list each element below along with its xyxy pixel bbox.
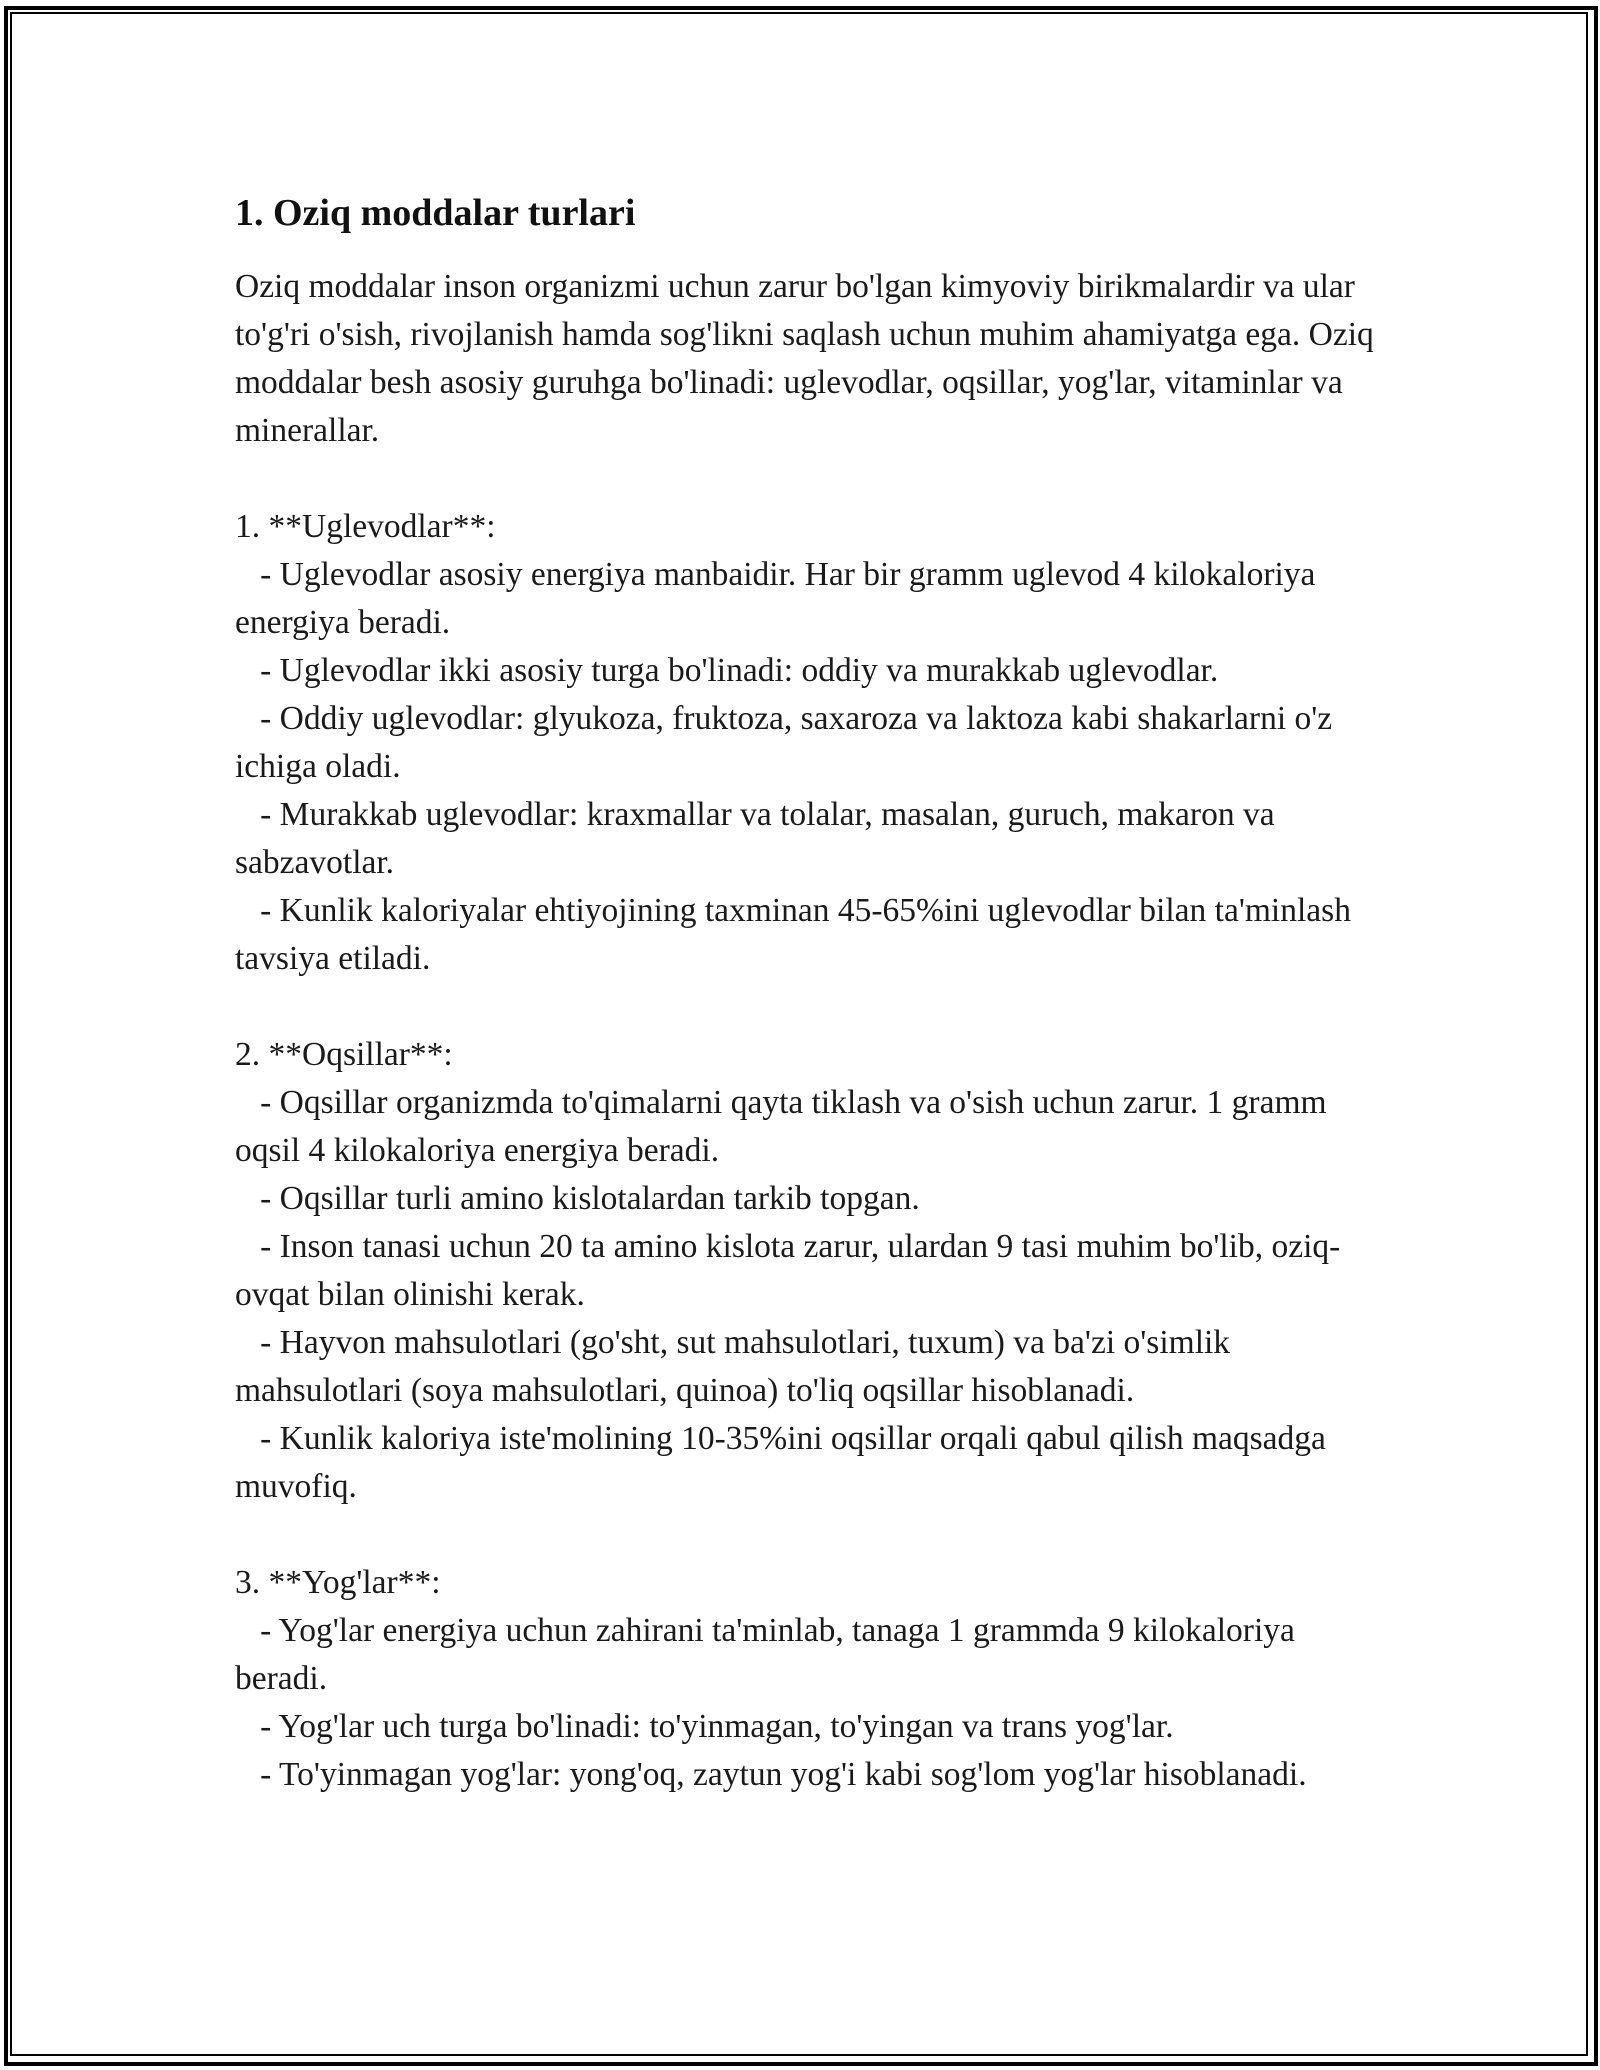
list-item: - Kunlik kaloriya iste'molining 10-35%ini oqsillar orqali qabul qilish maqsadga muvofiq. bbox=[235, 1420, 1335, 1505]
section-heading: 3. **Yog'lar**: bbox=[235, 1564, 441, 1601]
list-item: - Hayvon mahsulotlari (go'sht, sut mahsulotlari, tuxum) va ba'zi o'simlik mahsulotlari (soya mahsulotlari, quinoa) to'liq oqsillar hisoblanadi. bbox=[235, 1324, 1239, 1409]
section-oqsillar bbox=[235, 1031, 1385, 1511]
list-item: - Inson tanasi uchun 20 ta amino kislota zarur, ulardan 9 tasi muhim bo'lib, oziq-ovqat bilan olinishi kerak. bbox=[235, 1228, 1341, 1313]
list-item: - Murakkab uglevodlar: kraxmallar va tolalar, masalan, guruch, makaron va sabzavotlar. bbox=[235, 796, 1283, 881]
list-item: - Uglevodlar ikki asosiy turga bo'linadi: oddiy va murakkab uglevodlar. bbox=[235, 652, 1219, 689]
list-item: - To'yinmagan yog'lar: yong'oq, zaytun yog'i kabi sog'lom yog'lar hisoblanadi. bbox=[235, 1756, 1307, 1793]
section-heading: 2. **Oqsillar**: bbox=[235, 1036, 453, 1073]
list-item: - Kunlik kaloriyalar ehtiyojining taxminan 45-65%ini uglevodlar bilan ta'minlash tavsiya etiladi. bbox=[235, 892, 1360, 977]
section-heading: 1. **Uglevodlar**: bbox=[235, 508, 496, 545]
intro-paragraph: Oziq moddalar inson organizmi uchun zarur bo'lgan kimyoviy birikmalardir va ular to'g'ri o'sish, rivojlanish hamda sog'likni saqlash uchun muhim ahamiyatga ega. Oziq moddalar besh asosiy guruhga bo'linadi: uglevodlar, oqsillar, yog'lar, vitaminlar va minerallar. bbox=[235, 268, 1374, 449]
list-item: - Oqsillar organizmda to'qimalarni qayta tiklash va o'sish uchun zarur. 1 gramm oqsil 4 kilokaloriya energiya beradi. bbox=[235, 1084, 1335, 1169]
document-body bbox=[235, 176, 1385, 1799]
section-uglevodlar bbox=[235, 503, 1385, 983]
list-item: - Yog'lar energiya uchun zahirani ta'minlab, tanaga 1 grammda 9 kilokaloriya beradi. bbox=[235, 1612, 1304, 1697]
list-item: - Oqsillar turli amino kislotalardan tarkib topgan. bbox=[235, 1180, 920, 1217]
list-item: - Uglevodlar asosiy energiya manbaidir. Har bir gramm uglevod 4 kilokaloriya energiya beradi. bbox=[235, 556, 1324, 641]
page-title: 1. Oziq moddalar turlari bbox=[235, 192, 636, 234]
list-item: - Yog'lar uch turga bo'linadi: to'yinmagan, to'yingan va trans yog'lar. bbox=[235, 1708, 1174, 1745]
section-yoglar bbox=[235, 1559, 1385, 1799]
list-item: - Oddiy uglevodlar: glyukoza, fruktoza, saxaroza va laktoza kabi shakarlarni o'z ichiga oladi. bbox=[235, 700, 1341, 785]
